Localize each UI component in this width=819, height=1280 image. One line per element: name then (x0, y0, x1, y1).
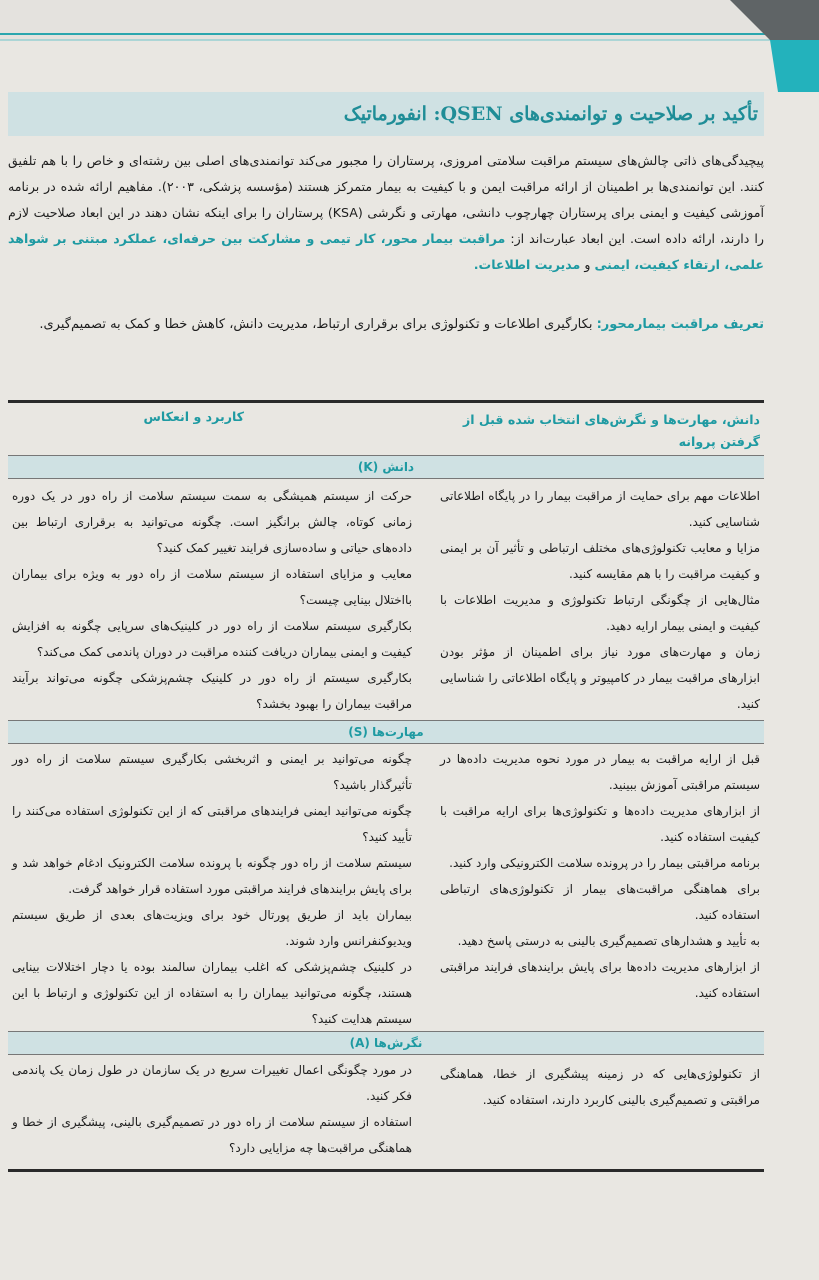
list-item: قبل از ارایه مراقبت به بیمار در مورد نحوه مدیریت داده‌ها در سیستم مراقبتی آموزش ببینید. (440, 752, 760, 792)
intro-conjunction: و (580, 257, 595, 272)
intro-paragraph (8, 148, 764, 278)
ksa-table (8, 400, 764, 1172)
section-bar-skills: مهارت‌ها (S) (8, 720, 764, 744)
list-item: مثال‌هایی از چگونگی ارتباط تکنولوژی و مدیریت اطلاعات با کیفیت و ایمنی بیمار ارایه دهید. (440, 593, 760, 633)
list-item: زمان و مهارت‌های مورد نیاز برای اطمینان از مؤثر بودن ابزارهای مراقبت بیمار در کامپیوتر و پایگاه اطلاعاتی را شناسایی کنید. (440, 645, 760, 711)
list-item: بیماران باید از طریق پورتال خود برای ویزیت‌های بعدی از طریق سیستم ویدیوکنفرانس وارد شوند. (12, 908, 412, 948)
list-item: در مورد چگونگی اعمال تغییرات سریع در یک سازمان در طول زمان یک پاندمی فکر کنید. (12, 1063, 412, 1103)
list-item: بکارگیری سیستم سلامت از راه دور در کلینیک‌های سرپایی چگونه به افزایش کیفیت و ایمنی بیماران دریافت کننده مراقبت در دوران پاندمی کمک می‌کند؟ (12, 619, 412, 659)
table-section-skills (8, 720, 764, 1031)
list-item: در کلینیک چشم‌پزشکی که اغلب بیماران سالمند بوده یا دچار اختلالات بینایی هستند، چگونه می‌توانید بیماران را به استفاده از این تکنولوژی و ارتباط با این سیستم هدایت کنید؟ (12, 960, 412, 1026)
list-item: از تکنولوژی‌هایی که در زمینه پیشگیری از خطا، هماهنگی مراقبتی و تصمیم‌گیری بالینی کاربرد دارند، استفاده کنید. (440, 1067, 760, 1107)
section-title: تأکید بر صلاحیت و توانمندی‌های QSEN: انفورماتیک (8, 92, 764, 136)
attitudes-application-column (12, 1057, 412, 1161)
header-decoration (0, 0, 819, 92)
attitudes-ksa-column (440, 1061, 760, 1113)
intro-text: پیچیدگی‌های ذاتی چالش‌های سیستم مراقبت سلامتی امروزی، پرستاران را مجبور می‌کند توانمندی‌های اصلی بین رشته‌ای و خاص را با هم تلفیق کنند. این توانمندی‌ها بر اطمینان از ارائه مراقبت ایمن و با کیفیت به بیمار متمرکز هستند (مؤسسه پزشکی، ۲۰۰۳). مفاهیم ارائه شده در برنامه آموزشی کیفیت و ایمنی برای پرستاران چهارچوب دانشی، مهارتی و نگرشی (KSA) پرستاران را برای اینکه نشان دهند در این ابعاد صلاحیت لازم را دارند، ارائه داده است. این ابعاد عبارت‌اند از: (8, 153, 764, 246)
knowledge-application-column (12, 483, 412, 717)
list-item: معایب و مزایای استفاده از سیستم سلامت از راه دور به ویژه برای بیماران بااختلال بینایی چیست؟ (12, 567, 412, 607)
list-item: از ابزارهای مدیریت داده‌ها و تکنولوژی‌ها برای ارایه مراقبت با کیفیت استفاده کنید. (440, 804, 760, 844)
table-section-knowledge (8, 455, 764, 720)
table-section-attitudes (8, 1031, 764, 1166)
skills-ksa-column (440, 746, 760, 1006)
list-item: استفاده از سیستم سلامت از راه دور در تصمیم‌گیری بالینی، پیشگیری از خطا و هماهنگی مراقبت‌ها چه مزایایی دارد؟ (12, 1115, 412, 1155)
definition-text: بکارگیری اطلاعات و تکنولوژی برای برقراری ارتباط، مدیریت دانش، کاهش خطا و کمک به تصمیم‌گیری. (39, 317, 597, 332)
intro-highlight: مراقبت بیمار محور، کار تیمی و مشارکت بین حرفه‌ای، عملکرد مبتنی بر شواهد علمی، ارتقاء کیفیت، ایمنی (8, 231, 764, 272)
list-item: اطلاعات مهم برای حمایت از مراقبت بیمار را در پایگاه اطلاعاتی شناسایی کنید. (440, 489, 760, 529)
list-item: چگونه می‌توانید ایمنی فرایندهای مراقبتی که از این تکنولوژی استفاده می‌کنند را تأیید کنید؟ (12, 804, 412, 844)
section-bar-knowledge: دانش (K) (8, 455, 764, 479)
definition-label: تعریف مراقبت بیمارمحور: (596, 317, 764, 332)
list-item: مزایا و معایب تکنولوژی‌های مختلف ارتباطی و تأثیر آن بر ایمنی و کیفیت مراقبت را با هم مقایسه کنید. (440, 541, 760, 581)
list-item: بکارگیری سیستم از راه دور در کلینیک چشم‌پزشکی چگونه می‌تواند برآیند مراقبت بیماران را بهبود بخشد؟ (12, 671, 412, 711)
knowledge-ksa-column (440, 483, 760, 717)
list-item: برنامه مراقبتی بیمار را در پرونده سلامت الکترونیکی وارد کنید. (449, 856, 760, 870)
definition-paragraph (8, 312, 764, 338)
intro-highlight-last: مدیریت اطلاعات. (473, 257, 581, 272)
table-header-application: کاربرد و انعکاس (143, 409, 244, 424)
list-item: چگونه می‌توانید بر ایمنی و اثربخشی بکارگیری سیستم سلامت از راه دور تأثیرگذار باشید؟ (12, 752, 412, 792)
table-header (8, 403, 764, 455)
list-item: حرکت از سیستم همیشگی به سمت سیستم سلامت از راه دور در یک دوره زمانی کوتاه، چالش برانگیز است. چگونه می‌توانید به برقراری ارتباط بین داده‌های حیاتی و ساده‌سازی فرایند تغییر کمک کنید؟ (12, 489, 412, 555)
list-item: به تأیید و هشدارهای تصمیم‌گیری بالینی به درستی پاسخ دهید. (457, 934, 760, 948)
list-item: سیستم سلامت از راه دور چگونه با پرونده سلامت الکترونیک ادغام خواهد شد و برای پایش برایندهای فرایند مراقبتی مورد استفاده قرار خواهد گرفت. (12, 856, 412, 896)
section-bar-attitudes: نگرش‌ها (A) (8, 1031, 764, 1055)
table-header-ksa: دانش، مهارت‌ها و نگرش‌های انتخاب شده قبل از گرفتن پروانه (462, 412, 760, 449)
list-item: از ابزارهای مدیریت داده‌ها برای پایش برایندهای فرایند مراقبتی استفاده کنید. (440, 960, 760, 1000)
list-item: برای هماهنگی مراقبت‌های بیمار از تکنولوژی‌های ارتباطی استفاده کنید. (440, 882, 760, 922)
skills-application-column (12, 746, 412, 1032)
